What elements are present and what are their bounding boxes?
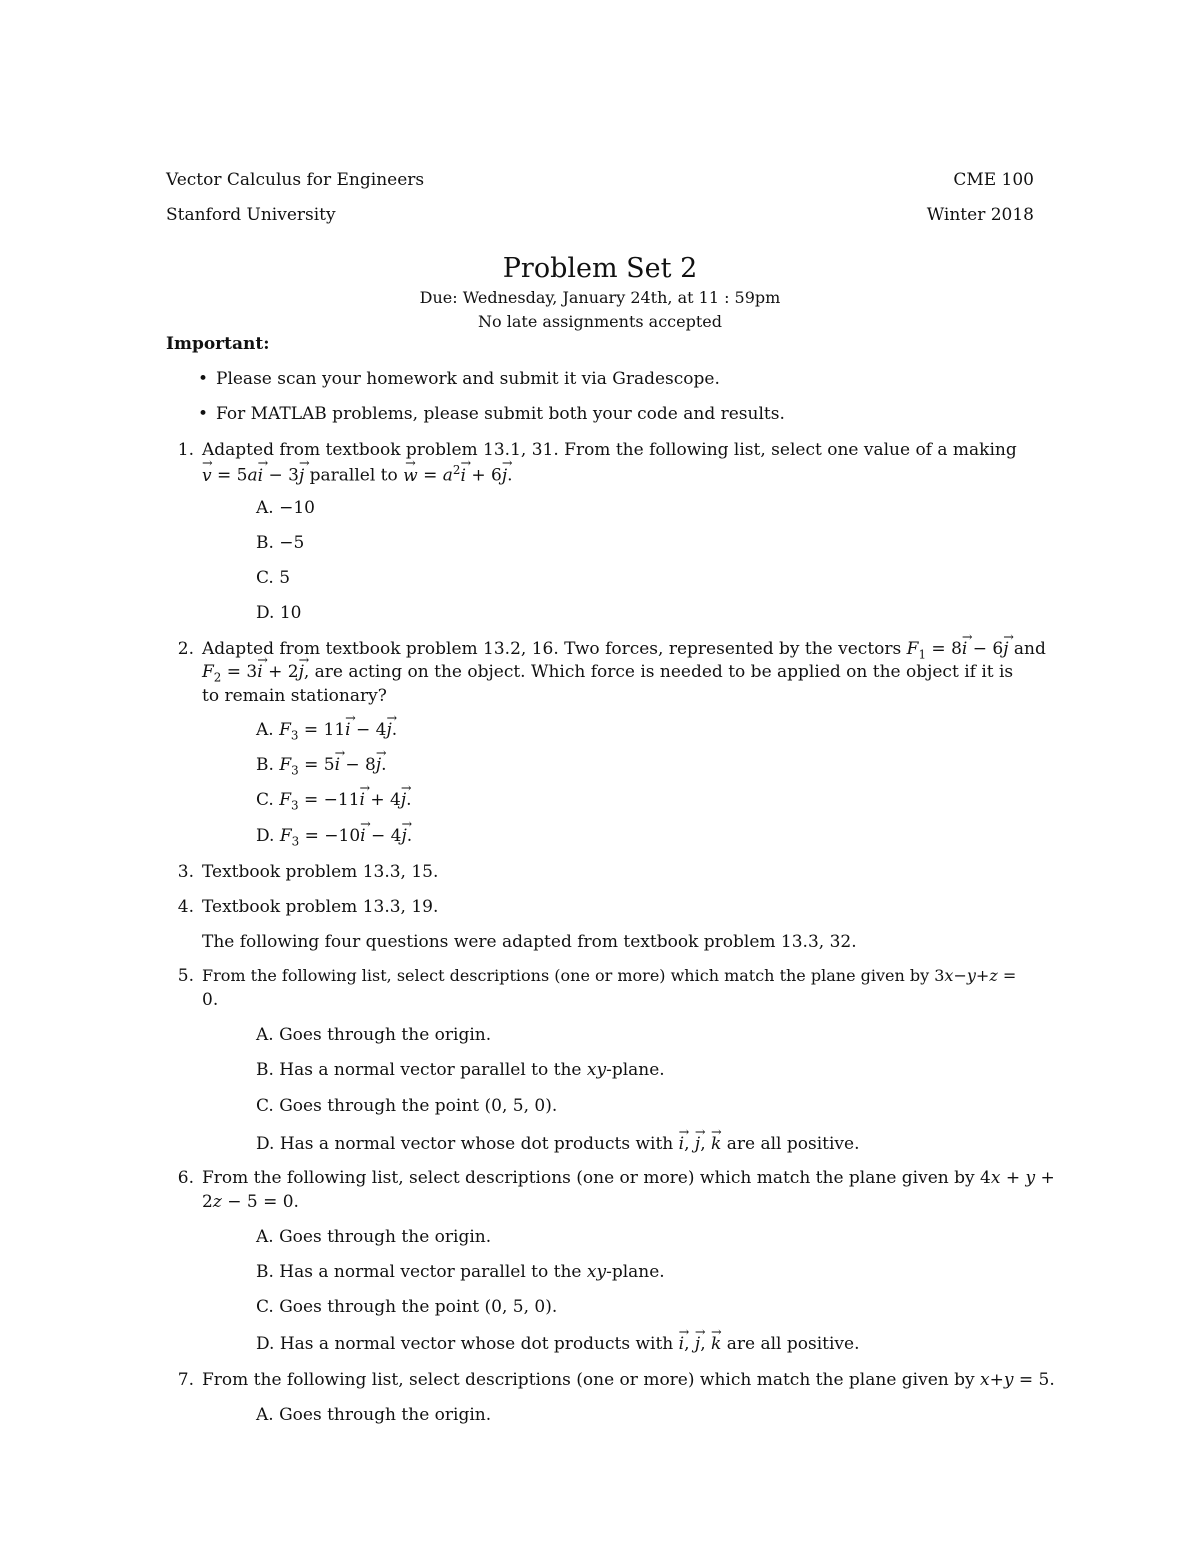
problem-1-option-a: A. −10 — [256, 498, 315, 518]
option-text-suffix: -plane. — [606, 1262, 665, 1282]
option-text-suffix: are all positive. — [721, 1134, 860, 1154]
problem-6-intro: From the following list, select descriptions (one or more) which match the plane given by 4x + y + — [202, 1168, 1055, 1188]
important-bullet-1: Please scan your homework and submit it via Gradescope. — [216, 369, 720, 389]
option-text-suffix: are all positive. — [721, 1334, 860, 1354]
problem-6-option-a: A. Goes through the origin. — [256, 1227, 492, 1247]
problem-3-text: Textbook problem 13.3, 15. — [202, 862, 439, 882]
option-text: D. Has a normal vector whose dot products with — [256, 1134, 674, 1154]
problem-5-option-c: C. Goes through the point (0, 5, 0). — [256, 1096, 558, 1116]
important-label: Important: — [166, 334, 270, 354]
option-text: D. Has a normal vector whose dot products with — [256, 1334, 674, 1354]
problem-number: 1. — [177, 440, 194, 460]
option-text: B. Has a normal vector parallel to the — [256, 1060, 582, 1080]
option-label: D. — [256, 826, 275, 846]
problem-5-option-d: D. Has a normal vector whose dot products with → i, → j, → k are all positive. — [256, 1134, 859, 1154]
problem-2-line2-tail: , are acting on the object. Which force is needed to be applied on the object if it is — [303, 662, 1014, 682]
problem-6-equation-end: 2z − 5 = 0. — [202, 1192, 299, 1212]
problem-5-intro: From the following list, select descriptions (one or more) which match the plane given by 3x−y+z = — [202, 966, 1017, 985]
page-title: Problem Set 2 — [502, 253, 698, 284]
bullet-icon: • — [198, 404, 209, 424]
problem-1-option-c: C. 5 — [256, 568, 291, 588]
option-label: B. — [256, 755, 274, 775]
problem-5-intro-text: From the following list, select descriptions (one or more) which match the plane given by — [202, 966, 930, 985]
problem-1-intro: Adapted from textbook problem 13.1, 31. From the following list, select one value of a making — [202, 440, 1017, 460]
important-bullet-2: For MATLAB problems, please submit both your code and results. — [216, 404, 785, 424]
late-policy: No late assignments accepted — [478, 312, 722, 331]
problem-5-option-a: A. Goes through the origin. — [256, 1025, 492, 1045]
problem-2-line3: to remain stationary? — [202, 686, 387, 706]
term: Winter 2018 — [926, 205, 1034, 225]
problem-number: 6. — [177, 1168, 194, 1188]
bullet-icon: • — [198, 369, 209, 389]
problem-2-option-a: A. $F_3 = 11\to i - 4\to j$. — [256, 720, 397, 742]
adapted-note: The following four questions were adapted from textbook problem 13.3, 32. — [202, 932, 857, 952]
problem-number: 7. — [177, 1370, 194, 1390]
course-name: Vector Calculus for Engineers — [166, 170, 425, 190]
problem-1-option-d: D. 10 — [256, 603, 302, 623]
problem-5-equation-end: 0. — [202, 990, 219, 1010]
problem-number: 5. — [177, 966, 194, 986]
problem-2-option-b: B. $F_3 = 5\to i - 8\to j$. — [256, 755, 387, 777]
problem-7-intro-text: From the following list, select descriptions (one or more) which match the plane given by — [202, 1370, 975, 1390]
problem-7-option-a: A. Goes through the origin. — [256, 1405, 492, 1425]
problem-2-intro-text: Adapted from textbook problem 13.2, 16. Two forces, represented by the vectors — [202, 639, 902, 659]
option-label: C. — [256, 790, 274, 810]
problem-6-option-d: D. Has a normal vector whose dot products with → i, → j, → k are all positive. — [256, 1334, 859, 1354]
option-label: A. — [256, 720, 274, 740]
course-code: CME 100 — [953, 170, 1034, 190]
problem-6-intro-text: From the following list, select descriptions (one or more) which match the plane given by — [202, 1168, 975, 1188]
problem-number: 2. — [177, 639, 194, 659]
problem-6-option-b: B. Has a normal vector parallel to the xy-plane. — [256, 1262, 665, 1282]
university-name: Stanford University — [166, 205, 336, 225]
option-text: B. Has a normal vector parallel to the — [256, 1262, 582, 1282]
problem-number: 4. — [177, 897, 194, 917]
problem-5-option-b: B. Has a normal vector parallel to the xy-plane. — [256, 1060, 665, 1080]
problem-2-option-d: D. $F_3 = -10\to i - 4\to j$. — [256, 826, 412, 848]
problem-1-vectors: → v = 5a→ i − 3→ j parallel to → $w = a^2\to i + 6\to j$. — [202, 463, 513, 486]
problem-7-intro: From the following list, select descriptions (one or more) which match the plane given by x+y = 5. — [202, 1370, 1055, 1390]
problem-2-intro: Adapted from textbook problem 13.2, 16. Two forces, represented by the vectors $F_1 = 8\to i - 6\to j$ and — [202, 639, 1046, 661]
problem-6-option-c: C. Goes through the point (0, 5, 0). — [256, 1297, 558, 1317]
problem-4-text: Textbook problem 13.3, 19. — [202, 897, 439, 917]
problem-1-option-b: B. −5 — [256, 533, 305, 553]
due-date: Due: Wednesday, January 24th, at 11 : 59pm — [419, 288, 781, 307]
problem-2-option-c: C. $F_3 = -11\to i + 4\to j$. — [256, 790, 412, 812]
problem-number: 3. — [177, 862, 194, 882]
problem-2-line2: $F_2 = 3\to i + 2\to j$, are acting on the object. Which force is needed to be applied on the object if it is — [202, 662, 1013, 684]
option-text-suffix: -plane. — [606, 1060, 665, 1080]
